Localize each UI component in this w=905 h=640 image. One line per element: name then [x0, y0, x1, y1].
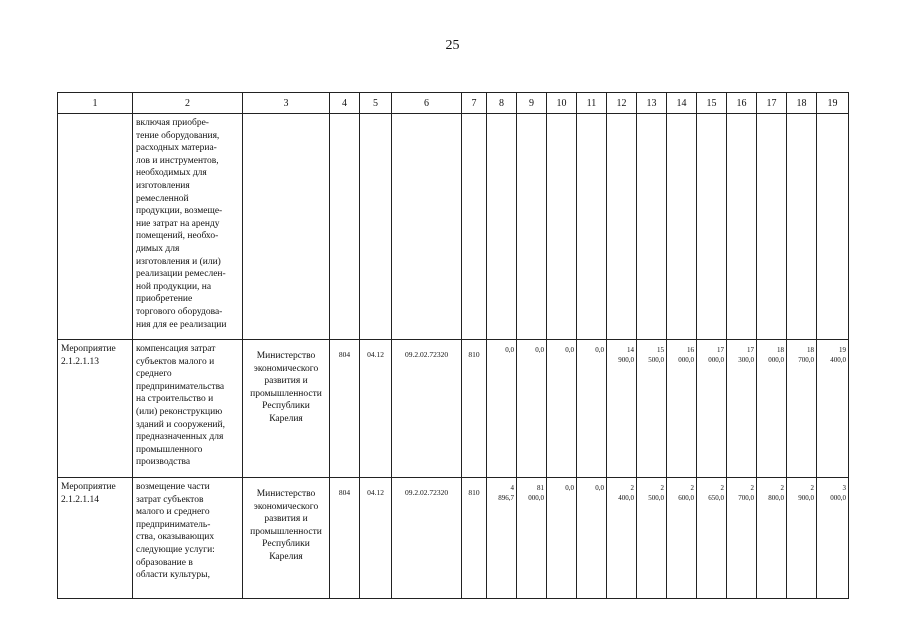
- column-number-cell: 14: [667, 93, 697, 114]
- value-cell: [577, 114, 607, 340]
- code-cell: 04.12: [360, 340, 392, 478]
- value-cell: [787, 114, 817, 340]
- value-cell: 2 400,0: [607, 478, 637, 599]
- value-cell: [487, 114, 517, 340]
- executor-cell: Министерство экономического развития и промышленности Республики Карелия: [243, 478, 330, 599]
- column-number-cell: 15: [697, 93, 727, 114]
- code-cell: [462, 114, 487, 340]
- value-cell: 0,0: [577, 478, 607, 599]
- column-number-cell: 18: [787, 93, 817, 114]
- value-cell: 4 896,7: [487, 478, 517, 599]
- code-cell: 04.12: [360, 478, 392, 599]
- column-number-cell: 12: [607, 93, 637, 114]
- description-cell: компенсация затрат субъектов малого и среднего предпринимательства на строительство и (или) реконструкцию зданий и сооружений, предназначенных для промышленного производства: [133, 340, 243, 478]
- value-cell: 0,0: [547, 478, 577, 599]
- description-cell: включая приобре- тение оборудования, расходных материа- лов и инструментов, необходимых для изготовления ремесленной продукции, возмеще- ние затрат на аренду помещений, необхо- димых для изготовления и (или) реализации ремеслен- ной продукции, на приобретение торгового оборудова- ния для ее реализации: [133, 114, 243, 340]
- column-number-cell: 9: [517, 93, 547, 114]
- code-cell: 804: [330, 340, 360, 478]
- code-cell: 804: [330, 478, 360, 599]
- value-cell: 14 900,0: [607, 340, 637, 478]
- executor-cell: Министерство экономического развития и промышленности Республики Карелия: [243, 340, 330, 478]
- value-cell: 81 000,0: [517, 478, 547, 599]
- budget-table: [57, 92, 849, 599]
- value-cell: 0,0: [517, 340, 547, 478]
- activity-id-cell: [58, 114, 133, 340]
- code-cell: 810: [462, 340, 487, 478]
- column-number-cell: 4: [330, 93, 360, 114]
- value-cell: 2 800,0: [757, 478, 787, 599]
- column-number-cell: 6: [392, 93, 462, 114]
- column-number-cell: 17: [757, 93, 787, 114]
- value-cell: 0,0: [547, 340, 577, 478]
- column-number-cell: 7: [462, 93, 487, 114]
- column-number-cell: 8: [487, 93, 517, 114]
- value-cell: 2 900,0: [787, 478, 817, 599]
- column-number-cell: 1: [58, 93, 133, 114]
- value-cell: 17 000,0: [697, 340, 727, 478]
- value-cell: 3 000,0: [817, 478, 849, 599]
- column-number-cell: 5: [360, 93, 392, 114]
- column-number-cell: 13: [637, 93, 667, 114]
- table-row: [58, 114, 849, 340]
- table-row: [58, 340, 849, 478]
- value-cell: 2 500,0: [637, 478, 667, 599]
- value-cell: [727, 114, 757, 340]
- column-number-cell: 16: [727, 93, 757, 114]
- code-cell: 09.2.02.72320: [392, 340, 462, 478]
- value-cell: 18 700,0: [787, 340, 817, 478]
- value-cell: 18 000,0: [757, 340, 787, 478]
- column-number-cell: 3: [243, 93, 330, 114]
- value-cell: 16 000,0: [667, 340, 697, 478]
- description-cell: возмещение части затрат субъектов малого и среднего предприниматель- ства, оказывающих следующие услуги: образование в области культуры,: [133, 478, 243, 599]
- value-cell: 2 600,0: [667, 478, 697, 599]
- value-cell: [757, 114, 787, 340]
- activity-id-cell: Мероприятие 2.1.2.1.13: [58, 340, 133, 478]
- column-number-row: [58, 93, 849, 114]
- value-cell: [817, 114, 849, 340]
- value-cell: 15 500,0: [637, 340, 667, 478]
- table-row: [58, 478, 849, 599]
- executor-cell: [243, 114, 330, 340]
- code-cell: [360, 114, 392, 340]
- code-cell: 09.2.02.72320: [392, 478, 462, 599]
- activity-id-cell: Мероприятие 2.1.2.1.14: [58, 478, 133, 599]
- column-number-cell: 11: [577, 93, 607, 114]
- value-cell: 0,0: [577, 340, 607, 478]
- code-cell: [392, 114, 462, 340]
- value-cell: [547, 114, 577, 340]
- value-cell: 2 650,0: [697, 478, 727, 599]
- value-cell: 0,0: [487, 340, 517, 478]
- value-cell: [607, 114, 637, 340]
- value-cell: 2 700,0: [727, 478, 757, 599]
- page-number: 25: [445, 38, 460, 53]
- value-cell: [517, 114, 547, 340]
- column-number-cell: 2: [133, 93, 243, 114]
- value-cell: [697, 114, 727, 340]
- column-number-cell: 19: [817, 93, 849, 114]
- value-cell: [667, 114, 697, 340]
- value-cell: 17 300,0: [727, 340, 757, 478]
- code-cell: [330, 114, 360, 340]
- value-cell: 19 400,0: [817, 340, 849, 478]
- column-number-cell: 10: [547, 93, 577, 114]
- value-cell: [637, 114, 667, 340]
- code-cell: 810: [462, 478, 487, 599]
